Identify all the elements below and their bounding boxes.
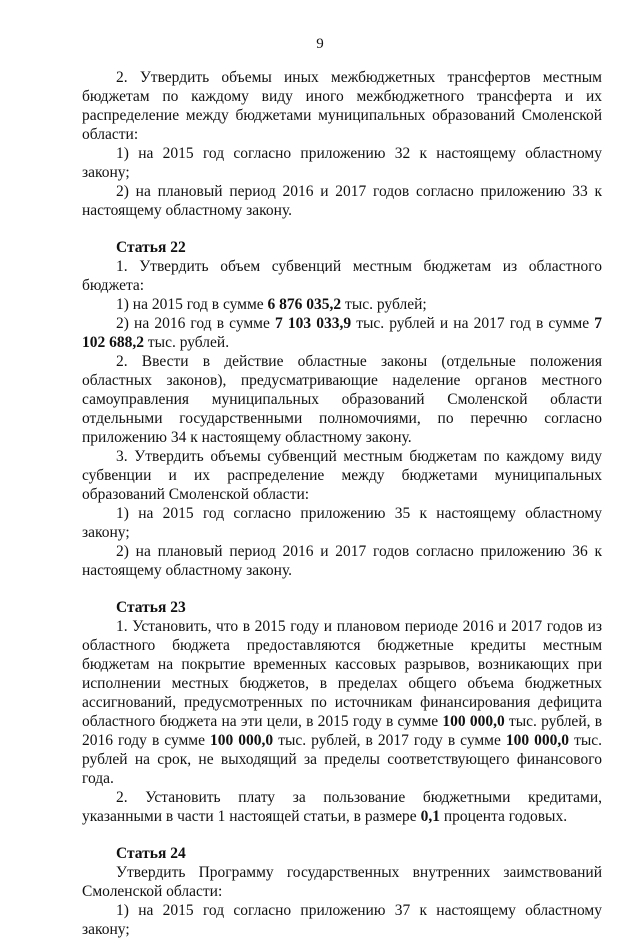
- paragraph-subventions-2016-2017: [82, 314, 602, 352]
- text-segment: тыс. рублей и на 2017 год в сумме: [351, 315, 595, 332]
- paragraph-subventions-2015: [82, 295, 602, 314]
- paragraph-subventions-dist-2016-2017: 2) на плановый период 2016 и 2017 годов согласно приложению 36 к настоящему областному закону.: [82, 543, 602, 579]
- paragraph-transfers-2015: 1) на 2015 год согласно приложению 32 к настоящему областному закону;: [82, 145, 602, 181]
- credit-fee-rate: 0,1: [420, 808, 440, 825]
- paragraph-subventions-volume: 1. Утвердить объем субвенций местным бюджетам из областного бюджета:: [82, 258, 602, 294]
- text-segment: процента годовых.: [439, 808, 568, 825]
- article-22-heading: Статья 22: [116, 239, 186, 256]
- text-segment: 2. Установить плату за пользование бюджетными кредитами, указанными в части 1 настоящей статьи, в размере: [82, 789, 602, 825]
- paragraph-credit-fee: [82, 788, 602, 826]
- paragraph-budget-credits: [82, 617, 602, 788]
- document-body: [82, 68, 602, 939]
- paragraph-borrowing-program: Утвердить Программу государственных внутренних заимствований Смоленской области:: [82, 864, 602, 900]
- spacer: [82, 220, 602, 238]
- paragraph-subventions-distribution: 3. Утвердить объемы субвенций местным бюджетам по каждому виду субвенции и их распределение между бюджетами муниципальных образований Смоленской области:: [82, 448, 602, 503]
- text-segment: тыс. рублей.: [144, 334, 230, 351]
- text-segment: тыс. рублей на срок, не выходящий за пределы соответствующего финансового года.: [82, 732, 603, 787]
- paragraph-subventions-dist-2015: 1) на 2015 год согласно приложению 35 к настоящему областному закону;: [82, 505, 602, 541]
- text-segment: 2) на 2016 год в сумме: [116, 315, 275, 332]
- text-segment: тыс. рублей;: [341, 296, 427, 313]
- article-23-heading: Статья 23: [116, 599, 186, 616]
- credit-amount-2015: 100 000,0: [442, 713, 505, 730]
- paragraph-regional-laws: 2. Ввести в действие областные законы (отдельные положения областных законов), предусматривающие наделение органов местного самоуправления муниципальных образований Смоленской области отдельными государственными полномочиями, по перечню согласно приложению 34 к настоящему областному закону.: [82, 353, 602, 446]
- article-24-heading: Статья 24: [116, 845, 186, 862]
- credit-amount-2016: 100 000,0: [210, 732, 274, 749]
- amount-2017: 7 102 688,2: [82, 315, 602, 351]
- page-number: 9: [316, 36, 324, 52]
- spacer: [82, 580, 602, 598]
- text-segment: тыс. рублей, в 2017 году в сумме: [273, 732, 506, 749]
- amount-2016: 7 103 033,9: [274, 315, 352, 332]
- amount-2015: 6 876 035,2: [267, 296, 342, 313]
- spacer: [82, 826, 602, 844]
- paragraph-borrowing-2015: 1) на 2015 год согласно приложению 37 к настоящему областному закону;: [82, 902, 602, 938]
- text-segment: 1. Установить, что в 2015 году и плановом периоде 2016 и 2017 годов из областного бюджета предоставляются бюджетные кредиты местным бюджетам на покрытие временных кассовых разрывов, возникающих при исполнении местных бюджетов, в пределах общего объема бюджетных ассигнований, предусмотренных по источникам финансирования дефицита областного бюджета на эти цели, в 2015 году в сумме: [82, 618, 602, 730]
- credit-amount-2017: 100 000,0: [505, 732, 570, 749]
- text-segment: 1) на 2015 год в сумме: [116, 296, 268, 313]
- paragraph-transfers-2016-2017: 2) на плановый период 2016 и 2017 годов согласно приложению 33 к настоящему областному закону.: [82, 183, 602, 219]
- paragraph-transfers-approval: 2. Утвердить объемы иных межбюджетных трансфертов местным бюджетам по каждому виду иного межбюджетного трансферта и их распределение между бюджетами муниципальных образований Смоленской области:: [82, 69, 602, 143]
- text-segment: тыс. рублей, в 2016 году в сумме: [82, 713, 603, 749]
